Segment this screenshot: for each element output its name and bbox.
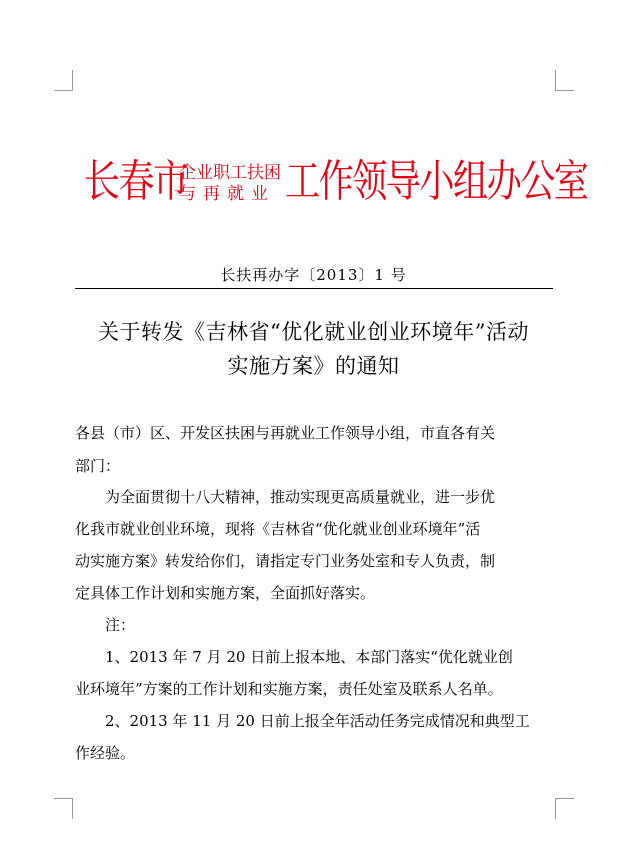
crop-mark-top-right (555, 70, 574, 91)
crop-mark-bottom-left (54, 798, 73, 819)
note-item: 作经验。 (75, 744, 136, 762)
note-label: 注： (105, 616, 136, 634)
body-line: 为全面贯彻十八大精神，推动实现更高质量就业，进一步优 (105, 488, 496, 506)
header-office: 工作领导小组办公室 (285, 156, 588, 207)
document-number: 长扶再办字〔2013〕1 号 (220, 266, 407, 284)
body-line: 定具体工作计划和实施方案，全面抓好落实。 (75, 584, 376, 602)
issuing-authority-header (0, 152, 627, 216)
note-item: 1、2013 年 7 月 20 日前上报本地、本部门落实“优化就业创 (105, 648, 513, 666)
note-item: 业环境年”方案的工作计划和实施方案，责任处室及联系人名单。 (75, 680, 503, 698)
crop-mark-top-left (54, 70, 73, 91)
notice-title-line-1: 关于转发《吉林省“优化就业创业环境年”活动 (98, 320, 529, 344)
notice-title-line-2: 实施方案》的通知 (227, 354, 400, 378)
note-item: 2、2013 年 11 月 20 日前上报全年活动任务完成情况和典型工 (105, 712, 530, 730)
header-city: 长春市 (84, 156, 188, 207)
crop-mark-bottom-right (555, 798, 574, 819)
body-line: 化我市就业创业环境，现将《吉林省“优化就业创业环境年”活 (75, 520, 481, 538)
body-line: 部门： (75, 457, 121, 475)
body-line: 各县（市）区、开发区扶困与再就业工作领导小组，市直各有关 (75, 424, 496, 442)
header-divider (75, 288, 553, 289)
header-small-line-1: 企业职工扶困 (179, 163, 281, 183)
body-line: 动实施方案》转发给你们，请指定专门业务处室和专人负责，制 (75, 552, 496, 570)
header-small-line-2: 与再就业 (179, 184, 275, 204)
